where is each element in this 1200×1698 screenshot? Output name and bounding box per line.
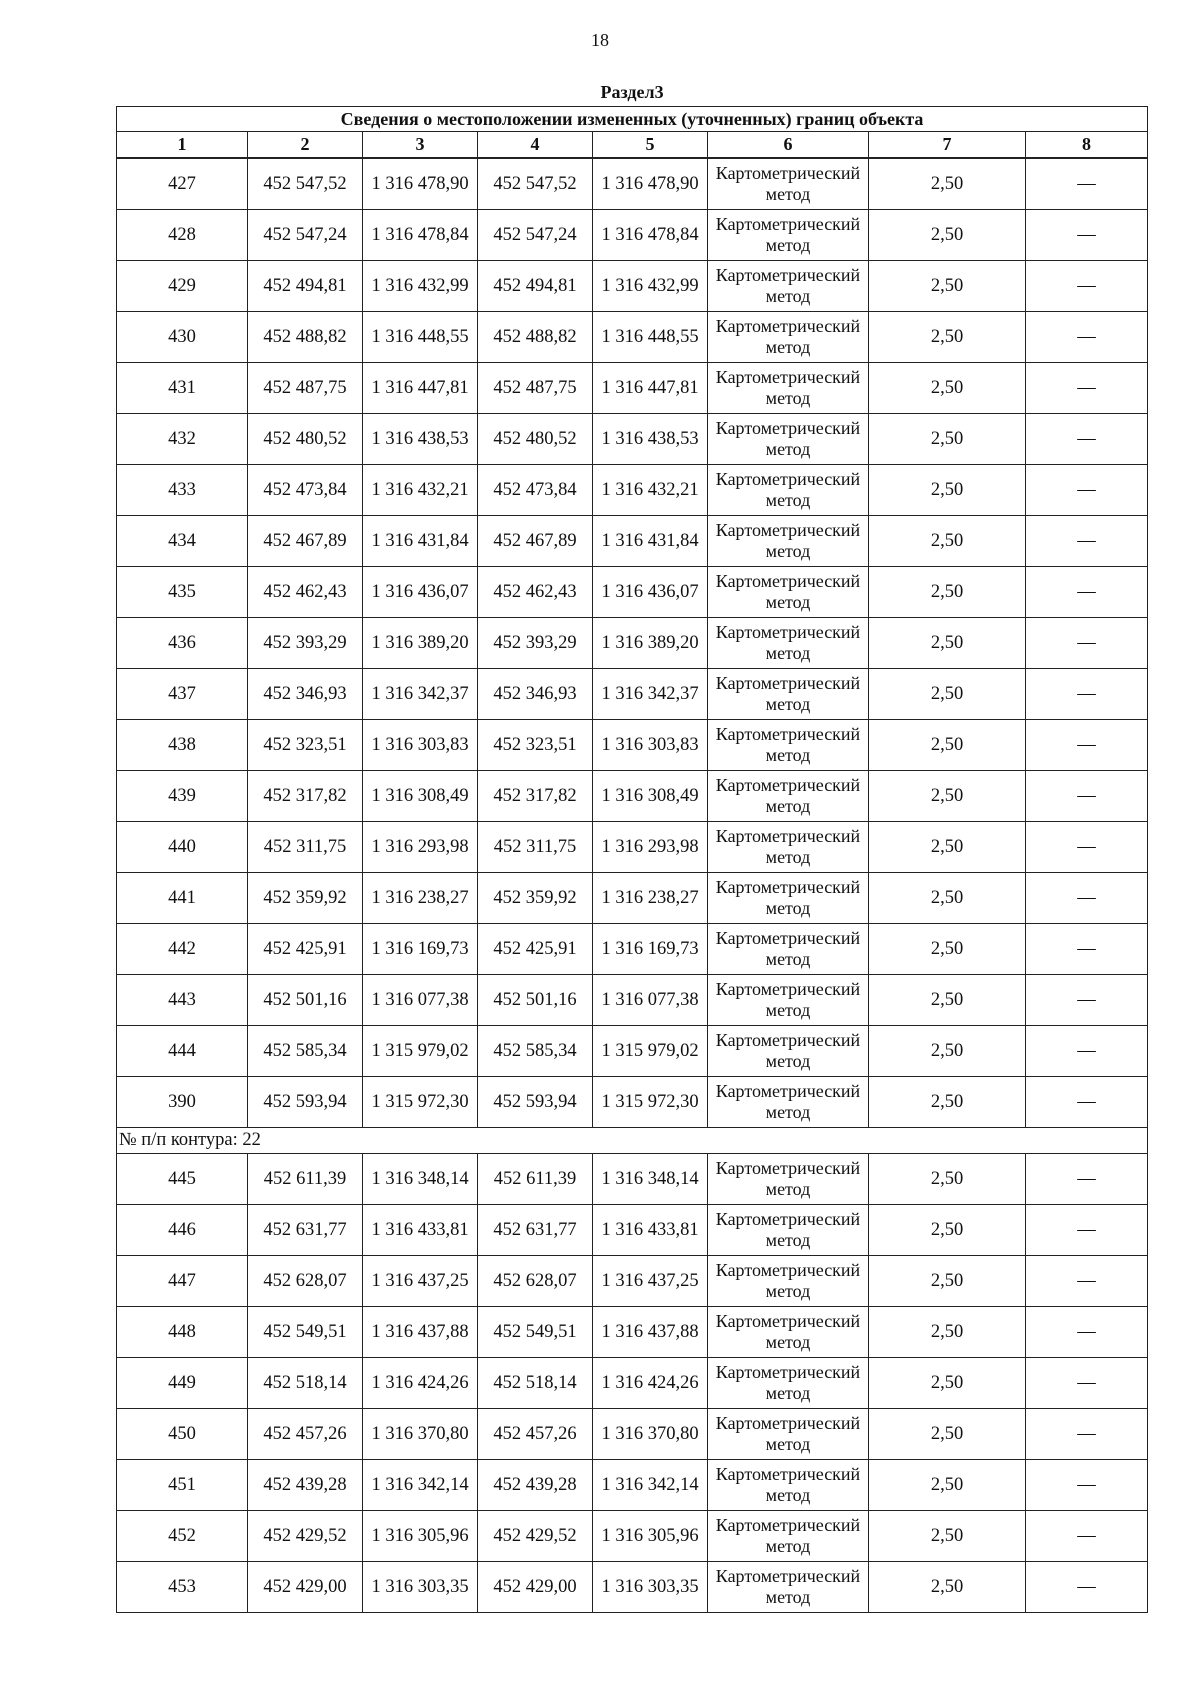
method-cell: Картометрический метод [708,1511,869,1562]
method-cell: Картометрический метод [708,1077,869,1128]
point-number-cell: 436 [117,618,248,669]
old-y-cell: 1 316 431,84 [363,516,478,567]
accuracy-cell: 2,50 [869,975,1026,1026]
point-number-cell: 446 [117,1205,248,1256]
new-y-cell: 1 316 424,26 [593,1358,708,1409]
new-x-cell: 452 359,92 [478,873,593,924]
old-x-cell: 452 473,84 [248,465,363,516]
description-cell: — [1026,975,1148,1026]
point-number-cell: 434 [117,516,248,567]
method-cell: Картометрический метод [708,312,869,363]
old-y-cell: 1 316 389,20 [363,618,478,669]
new-y-cell: 1 316 169,73 [593,924,708,975]
description-cell: — [1026,312,1148,363]
accuracy-cell: 2,50 [869,720,1026,771]
new-x-cell: 452 439,28 [478,1460,593,1511]
method-cell: Картометрический метод [708,1307,869,1358]
point-number-cell: 444 [117,1026,248,1077]
new-y-cell: 1 316 389,20 [593,618,708,669]
point-number-cell: 438 [117,720,248,771]
table-row [117,363,1148,414]
old-y-cell: 1 316 303,35 [363,1562,478,1613]
description-cell: — [1026,516,1148,567]
description-cell: — [1026,1409,1148,1460]
new-x-cell: 452 628,07 [478,1256,593,1307]
new-y-cell: 1 315 979,02 [593,1026,708,1077]
method-cell: Картометрический метод [708,1154,869,1205]
accuracy-cell: 2,50 [869,873,1026,924]
new-x-cell: 452 518,14 [478,1358,593,1409]
description-cell: — [1026,1511,1148,1562]
old-x-cell: 452 518,14 [248,1358,363,1409]
new-x-cell: 452 585,34 [478,1026,593,1077]
new-x-cell: 452 611,39 [478,1154,593,1205]
table-row [117,1562,1148,1613]
new-x-cell: 452 317,82 [478,771,593,822]
old-x-cell: 452 462,43 [248,567,363,618]
new-x-cell: 452 311,75 [478,822,593,873]
old-y-cell: 1 316 077,38 [363,975,478,1026]
description-cell: — [1026,414,1148,465]
method-cell: Картометрический метод [708,1562,869,1613]
table-row [117,1460,1148,1511]
column-number: 5 [593,132,708,159]
table-row [117,618,1148,669]
table-row [117,414,1148,465]
new-y-cell: 1 316 348,14 [593,1154,708,1205]
accuracy-cell: 2,50 [869,1460,1026,1511]
accuracy-cell: 2,50 [869,465,1026,516]
old-y-cell: 1 316 169,73 [363,924,478,975]
method-cell: Картометрический метод [708,822,869,873]
point-number-cell: 448 [117,1307,248,1358]
description-cell: — [1026,1154,1148,1205]
column-number: 3 [363,132,478,159]
new-y-cell: 1 316 342,14 [593,1460,708,1511]
new-x-cell: 452 429,00 [478,1562,593,1613]
table-row [117,1205,1148,1256]
accuracy-cell: 2,50 [869,363,1026,414]
new-x-cell: 452 488,82 [478,312,593,363]
new-x-cell: 452 425,91 [478,924,593,975]
column-number: 4 [478,132,593,159]
old-y-cell: 1 316 348,14 [363,1154,478,1205]
old-y-cell: 1 316 478,90 [363,158,478,210]
method-cell: Картометрический метод [708,618,869,669]
column-number: 2 [248,132,363,159]
description-cell: — [1026,822,1148,873]
new-y-cell: 1 316 305,96 [593,1511,708,1562]
table-row [117,261,1148,312]
new-y-cell: 1 316 303,83 [593,720,708,771]
method-cell: Картометрический метод [708,210,869,261]
table-row [117,669,1148,720]
point-number-cell: 390 [117,1077,248,1128]
old-x-cell: 452 359,92 [248,873,363,924]
description-cell: — [1026,720,1148,771]
method-cell: Картометрический метод [708,1256,869,1307]
new-x-cell: 452 547,52 [478,158,593,210]
method-cell: Картометрический метод [708,465,869,516]
old-y-cell: 1 316 433,81 [363,1205,478,1256]
old-x-cell: 452 487,75 [248,363,363,414]
table-row [117,1154,1148,1205]
old-x-cell: 452 429,00 [248,1562,363,1613]
accuracy-cell: 2,50 [869,567,1026,618]
new-y-cell: 1 316 448,55 [593,312,708,363]
column-number: 6 [708,132,869,159]
old-y-cell: 1 316 305,96 [363,1511,478,1562]
old-x-cell: 452 547,52 [248,158,363,210]
point-number-cell: 431 [117,363,248,414]
method-cell: Картометрический метод [708,924,869,975]
point-number-cell: 433 [117,465,248,516]
new-x-cell: 452 494,81 [478,261,593,312]
old-y-cell: 1 316 448,55 [363,312,478,363]
method-cell: Картометрический метод [708,1409,869,1460]
description-cell: — [1026,465,1148,516]
old-x-cell: 452 501,16 [248,975,363,1026]
accuracy-cell: 2,50 [869,1511,1026,1562]
accuracy-cell: 2,50 [869,1205,1026,1256]
new-y-cell: 1 316 431,84 [593,516,708,567]
accuracy-cell: 2,50 [869,1409,1026,1460]
point-number-cell: 439 [117,771,248,822]
table-row [117,1077,1148,1128]
new-x-cell: 452 487,75 [478,363,593,414]
description-cell: — [1026,567,1148,618]
accuracy-cell: 2,50 [869,771,1026,822]
method-cell: Картометрический метод [708,516,869,567]
method-cell: Картометрический метод [708,771,869,822]
accuracy-cell: 2,50 [869,1256,1026,1307]
old-y-cell: 1 316 370,80 [363,1409,478,1460]
table-row [117,1026,1148,1077]
old-y-cell: 1 316 437,88 [363,1307,478,1358]
description-cell: — [1026,1077,1148,1128]
column-number: 8 [1026,132,1148,159]
table-row [117,975,1148,1026]
description-cell: — [1026,1256,1148,1307]
old-y-cell: 1 316 238,27 [363,873,478,924]
point-number-cell: 429 [117,261,248,312]
point-number-cell: 432 [117,414,248,465]
method-cell: Картометрический метод [708,720,869,771]
page-number: 18 [591,30,609,50]
accuracy-cell: 2,50 [869,669,1026,720]
accuracy-cell: 2,50 [869,414,1026,465]
new-x-cell: 452 547,24 [478,210,593,261]
old-y-cell: 1 316 447,81 [363,363,478,414]
new-y-cell: 1 316 437,25 [593,1256,708,1307]
accuracy-cell: 2,50 [869,924,1026,975]
new-y-cell: 1 316 303,35 [593,1562,708,1613]
point-number-cell: 428 [117,210,248,261]
old-y-cell: 1 316 342,37 [363,669,478,720]
new-y-cell: 1 316 438,53 [593,414,708,465]
old-x-cell: 452 494,81 [248,261,363,312]
new-y-cell: 1 316 370,80 [593,1409,708,1460]
old-x-cell: 452 457,26 [248,1409,363,1460]
point-number-cell: 443 [117,975,248,1026]
old-x-cell: 452 611,39 [248,1154,363,1205]
new-x-cell: 452 346,93 [478,669,593,720]
description-cell: — [1026,873,1148,924]
accuracy-cell: 2,50 [869,261,1026,312]
accuracy-cell: 2,50 [869,1307,1026,1358]
accuracy-cell: 2,50 [869,1026,1026,1077]
accuracy-cell: 2,50 [869,312,1026,363]
table-title-row [117,107,1148,132]
point-number-cell: 447 [117,1256,248,1307]
table-row [117,822,1148,873]
boundary-coordinates-table [116,79,1148,1613]
old-x-cell: 452 311,75 [248,822,363,873]
new-y-cell: 1 316 433,81 [593,1205,708,1256]
description-cell: — [1026,771,1148,822]
description-cell: — [1026,669,1148,720]
old-x-cell: 452 346,93 [248,669,363,720]
column-number-row [117,132,1148,159]
method-cell: Картометрический метод [708,261,869,312]
table-row [117,1256,1148,1307]
old-x-cell: 452 429,52 [248,1511,363,1562]
method-cell: Картометрический метод [708,975,869,1026]
old-x-cell: 452 323,51 [248,720,363,771]
method-cell: Картометрический метод [708,1205,869,1256]
old-x-cell: 452 425,91 [248,924,363,975]
new-x-cell: 452 457,26 [478,1409,593,1460]
description-cell: — [1026,363,1148,414]
point-number-cell: 445 [117,1154,248,1205]
point-number-cell: 441 [117,873,248,924]
description-cell: — [1026,618,1148,669]
table-row [117,1307,1148,1358]
new-y-cell: 1 316 436,07 [593,567,708,618]
table-row [117,158,1148,210]
method-cell: Картометрический метод [708,669,869,720]
accuracy-cell: 2,50 [869,822,1026,873]
old-y-cell: 1 316 478,84 [363,210,478,261]
point-number-cell: 430 [117,312,248,363]
table-row [117,924,1148,975]
old-x-cell: 452 585,34 [248,1026,363,1077]
table-row [117,720,1148,771]
new-x-cell: 452 323,51 [478,720,593,771]
contour-label: № п/п контура: 22 [117,1128,1148,1154]
column-number: 1 [117,132,248,159]
point-number-cell: 453 [117,1562,248,1613]
new-x-cell: 452 480,52 [478,414,593,465]
description-cell: — [1026,924,1148,975]
accuracy-cell: 2,50 [869,1077,1026,1128]
table-row [117,465,1148,516]
table-row [117,771,1148,822]
old-y-cell: 1 315 979,02 [363,1026,478,1077]
table-title: Сведения о местоположении измененных (уточненных) границ объекта [117,107,1148,132]
description-cell: — [1026,1460,1148,1511]
description-cell: — [1026,1205,1148,1256]
description-cell: — [1026,1562,1148,1613]
table-row [117,873,1148,924]
old-x-cell: 452 593,94 [248,1077,363,1128]
new-y-cell: 1 316 432,21 [593,465,708,516]
new-y-cell: 1 316 432,99 [593,261,708,312]
accuracy-cell: 2,50 [869,1154,1026,1205]
table-row [117,1409,1148,1460]
new-x-cell: 452 462,43 [478,567,593,618]
method-cell: Картометрический метод [708,1026,869,1077]
section-title-row [117,79,1148,107]
description-cell: — [1026,1026,1148,1077]
new-y-cell: 1 316 077,38 [593,975,708,1026]
method-cell: Картометрический метод [708,363,869,414]
point-number-cell: 452 [117,1511,248,1562]
new-y-cell: 1 316 437,88 [593,1307,708,1358]
method-cell: Картометрический метод [708,414,869,465]
section-title: Раздел3 [600,82,664,102]
description-cell: — [1026,261,1148,312]
point-number-cell: 451 [117,1460,248,1511]
new-y-cell: 1 316 238,27 [593,873,708,924]
accuracy-cell: 2,50 [869,516,1026,567]
old-x-cell: 452 631,77 [248,1205,363,1256]
new-y-cell: 1 316 342,37 [593,669,708,720]
old-x-cell: 452 467,89 [248,516,363,567]
new-x-cell: 452 501,16 [478,975,593,1026]
description-cell: — [1026,158,1148,210]
description-cell: — [1026,1358,1148,1409]
new-y-cell: 1 316 478,90 [593,158,708,210]
point-number-cell: 435 [117,567,248,618]
old-x-cell: 452 393,29 [248,618,363,669]
old-y-cell: 1 316 424,26 [363,1358,478,1409]
new-y-cell: 1 316 308,49 [593,771,708,822]
table-row [117,1511,1148,1562]
table-row [117,312,1148,363]
old-y-cell: 1 316 432,99 [363,261,478,312]
new-x-cell: 452 393,29 [478,618,593,669]
table-row [117,1358,1148,1409]
old-x-cell: 452 547,24 [248,210,363,261]
new-x-cell: 452 473,84 [478,465,593,516]
old-y-cell: 1 316 438,53 [363,414,478,465]
old-x-cell: 452 488,82 [248,312,363,363]
column-number: 7 [869,132,1026,159]
old-x-cell: 452 317,82 [248,771,363,822]
method-cell: Картометрический метод [708,873,869,924]
point-number-cell: 427 [117,158,248,210]
table-row [117,567,1148,618]
old-x-cell: 452 628,07 [248,1256,363,1307]
old-y-cell: 1 315 972,30 [363,1077,478,1128]
method-cell: Картометрический метод [708,158,869,210]
new-y-cell: 1 316 293,98 [593,822,708,873]
new-x-cell: 452 429,52 [478,1511,593,1562]
new-y-cell: 1 316 447,81 [593,363,708,414]
old-y-cell: 1 316 303,83 [363,720,478,771]
old-y-cell: 1 316 342,14 [363,1460,478,1511]
point-number-cell: 450 [117,1409,248,1460]
method-cell: Картометрический метод [708,567,869,618]
accuracy-cell: 2,50 [869,1358,1026,1409]
new-x-cell: 452 467,89 [478,516,593,567]
new-y-cell: 1 316 478,84 [593,210,708,261]
accuracy-cell: 2,50 [869,1562,1026,1613]
old-y-cell: 1 316 432,21 [363,465,478,516]
point-number-cell: 437 [117,669,248,720]
accuracy-cell: 2,50 [869,618,1026,669]
description-cell: — [1026,1307,1148,1358]
new-x-cell: 452 549,51 [478,1307,593,1358]
table-row [117,516,1148,567]
point-number-cell: 440 [117,822,248,873]
point-number-cell: 442 [117,924,248,975]
new-x-cell: 452 593,94 [478,1077,593,1128]
description-cell: — [1026,210,1148,261]
accuracy-cell: 2,50 [869,210,1026,261]
new-x-cell: 452 631,77 [478,1205,593,1256]
old-y-cell: 1 316 437,25 [363,1256,478,1307]
old-x-cell: 452 549,51 [248,1307,363,1358]
contour-label-row [117,1128,1148,1154]
point-number-cell: 449 [117,1358,248,1409]
old-y-cell: 1 316 436,07 [363,567,478,618]
new-y-cell: 1 315 972,30 [593,1077,708,1128]
table-row [117,210,1148,261]
old-y-cell: 1 316 293,98 [363,822,478,873]
method-cell: Картометрический метод [708,1358,869,1409]
method-cell: Картометрический метод [708,1460,869,1511]
old-x-cell: 452 439,28 [248,1460,363,1511]
old-x-cell: 452 480,52 [248,414,363,465]
old-y-cell: 1 316 308,49 [363,771,478,822]
accuracy-cell: 2,50 [869,158,1026,210]
